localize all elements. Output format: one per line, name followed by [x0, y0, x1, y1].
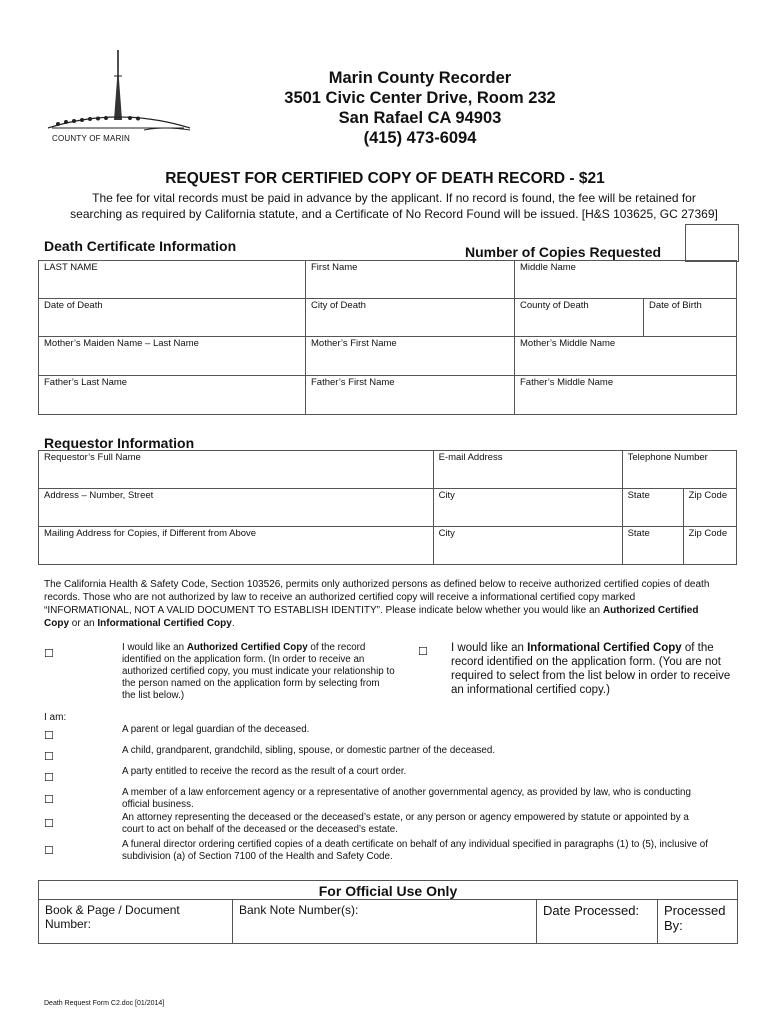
info-opt-a: I would like an	[451, 642, 528, 654]
last-name-field[interactable]: LAST NAME	[39, 261, 306, 299]
middle-name-field[interactable]: Middle Name	[515, 261, 737, 299]
requestor-section-heading: Requestor Information	[44, 435, 195, 451]
father-first-name-field[interactable]: Father’s First Name	[306, 376, 515, 415]
law-enforcement-line2: official business.	[122, 799, 194, 810]
mailing-city-field[interactable]: City	[433, 527, 622, 565]
attorney-line2: court to act on behalf of the deceased or the deceased’s estate.	[122, 824, 398, 835]
bank-note-field[interactable]: Bank Note Number(s):	[233, 900, 537, 944]
date-processed-field[interactable]: Date Processed:	[537, 900, 658, 944]
fee-notice-line1: The fee for vital records must be paid in advance by the applicant. If no record is found, the fee will be retained for	[92, 191, 696, 205]
county-logo	[44, 46, 194, 146]
recorder-phone: (415) 473-6094	[363, 129, 477, 147]
county-logo-text: COUNTY OF MARIN	[52, 134, 130, 143]
law-enforcement-line1: A member of a law enforcement agency or a representative of another governmental agency, as provided by law, who is conducting	[122, 787, 691, 798]
legal-authorized-label: Authorized Certified	[602, 605, 699, 616]
copies-requested-field[interactable]	[685, 224, 739, 262]
legal-line4	[44, 617, 738, 630]
info-opt-l4: an informational certified copy.)	[451, 684, 610, 696]
relationship-law-enforcement	[122, 787, 738, 811]
processed-by-field[interactable]: Processed By:	[664, 903, 726, 933]
telephone-field[interactable]: Telephone Number	[622, 451, 736, 489]
mother-middle-name-field[interactable]: Mother’s Middle Name	[515, 337, 737, 376]
father-middle-name-field[interactable]: Father’s Middle Name	[515, 376, 737, 415]
copies-requested-label: Number of Copies Requested	[465, 244, 662, 260]
auth-opt-l2: identified on the application form. (In order to receive an	[122, 654, 365, 665]
city-of-death-field[interactable]: City of Death	[306, 299, 515, 337]
first-name-field[interactable]: First Name	[306, 261, 515, 299]
relationship-family: A child, grandparent, grandchild, sibling, spouse, or domestic partner of the deceased.	[122, 745, 496, 756]
death-section-heading: Death Certificate Information	[44, 238, 237, 254]
funeral-director-line1: A funeral director ordering certified copies of a death certificate on behalf of any individual specified in paragraphs (1) to (5), inclusive of	[122, 839, 708, 850]
info-opt-c: of the	[681, 642, 714, 654]
father-last-name-field[interactable]: Father’s Last Name	[39, 376, 306, 415]
info-opt-l3: required to select from the list below in order to receive	[451, 670, 731, 682]
relationship-checkbox-court-order[interactable]: ☐	[44, 772, 54, 784]
auth-opt-b: Authorized Certified Copy	[186, 642, 308, 653]
auth-opt-a: I would like an	[122, 642, 187, 653]
recorder-name: Marin County Recorder	[328, 69, 512, 87]
relationship-checkbox-attorney[interactable]: ☐	[44, 818, 54, 830]
legal-or: or an	[69, 618, 98, 629]
mailing-state-field[interactable]: State	[622, 527, 683, 565]
mother-maiden-name-field[interactable]: Mother’s Maiden Name – Last Name	[39, 337, 306, 376]
legal-line3-text: “INFORMATIONAL, NOT A VALID DOCUMENT TO ESTABLISH IDENTITY”. Please indicate below whether you would like an	[44, 605, 603, 616]
county-of-death-field[interactable]: County of Death	[515, 299, 644, 337]
official-use-row	[39, 899, 737, 944]
official-use-box	[38, 880, 738, 944]
date-of-birth-field[interactable]: Date of Birth	[644, 299, 737, 337]
relationship-checkbox-family[interactable]: ☐	[44, 751, 54, 763]
legal-notice	[44, 578, 738, 630]
funeral-director-line2: subdivision (a) of Section 7100 of the Health and Safety Code.	[122, 851, 393, 862]
fee-notice-line2: searching as required by California statute, and a Certificate of No Record Found will be issued. [H&S 103625, GC 27369]	[70, 207, 718, 221]
legal-line2: records. Those who are not authorized by law to receive an authorized certified copy will receive a informational certified copy marked	[44, 592, 636, 603]
auth-opt-l5: the list below.)	[122, 690, 185, 701]
informational-copy-checkbox[interactable]: ☐	[418, 646, 428, 658]
civic-center-logo-icon	[44, 46, 194, 146]
city-field[interactable]: City	[433, 489, 622, 527]
legal-line3	[44, 604, 738, 617]
authorized-copy-checkbox[interactable]: ☐	[44, 648, 54, 660]
legal-informational-label: Informational Certified Copy	[97, 618, 232, 629]
relationship-checkbox-funeral-director[interactable]: ☐	[44, 845, 54, 857]
relationship-checkbox-parent[interactable]: ☐	[44, 730, 54, 742]
form-footer: Death Request Form C2.doc [01/2014]	[44, 1000, 165, 1007]
auth-opt-l4: the person named on the application form by selecting from	[122, 678, 380, 689]
requestor-info-table	[38, 450, 737, 565]
i-am-label: I am:	[44, 712, 67, 723]
auth-opt-c: of the record	[307, 642, 366, 653]
street-address-field[interactable]: Address – Number, Street	[39, 489, 434, 527]
auth-opt-l3: authorized certified copy, you must indicate your relationship to	[122, 666, 395, 677]
info-opt-l2: record identified on the application form. (You are not	[451, 656, 721, 668]
attorney-line1: An attorney representing the deceased or the deceased’s estate, or any person or agency empowered by statute or appointed by a	[122, 812, 689, 823]
legal-line1: The California Health & Safety Code, Section 103526, permits only authorized persons as defined below to receive authorized certified copies of death	[44, 579, 710, 590]
relationship-funeral-director	[122, 839, 738, 863]
mother-first-name-field[interactable]: Mother’s First Name	[306, 337, 515, 376]
requestor-full-name-field[interactable]: Requestor’s Full Name	[39, 451, 434, 489]
informational-copy-option	[451, 641, 741, 697]
book-page-field[interactable]: Book & Page / Document Number:	[39, 900, 233, 944]
relationship-parent: A parent or legal guardian of the deceased.	[122, 724, 310, 735]
info-opt-b: Informational Certified Copy	[527, 642, 682, 654]
date-of-death-field[interactable]: Date of Death	[39, 299, 306, 337]
official-use-title: For Official Use Only	[318, 883, 458, 899]
fee-notice	[44, 190, 744, 222]
recorder-address: 3501 Civic Center Drive, Room 232	[284, 89, 556, 107]
legal-copy-label: Copy	[44, 618, 69, 629]
relationship-attorney	[122, 812, 738, 836]
relationship-checkbox-law-enforcement[interactable]: ☐	[44, 794, 54, 806]
mailing-zip-code-field[interactable]: Zip Code	[683, 527, 736, 565]
relationship-court-order: A party entitled to receive the record as the result of a court order.	[122, 766, 407, 777]
zip-code-field[interactable]: Zip Code	[683, 489, 736, 527]
mailing-address-field[interactable]: Mailing Address for Copies, if Different from Above	[39, 527, 434, 565]
death-info-table	[38, 260, 737, 415]
form-title: REQUEST FOR CERTIFIED COPY OF DEATH RECORD - $21	[165, 170, 605, 187]
authorized-copy-option	[122, 642, 412, 702]
recorder-city: San Rafael CA 94903	[338, 109, 502, 127]
email-field[interactable]: E-mail Address	[433, 451, 622, 489]
legal-period: .	[231, 618, 235, 629]
state-field[interactable]: State	[622, 489, 683, 527]
